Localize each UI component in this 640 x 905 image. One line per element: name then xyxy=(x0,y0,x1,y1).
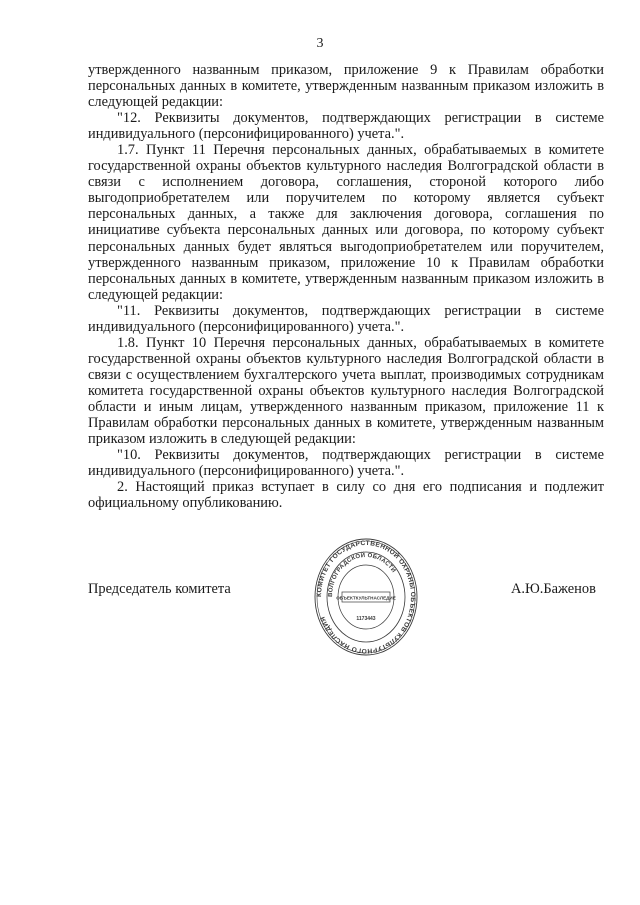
paragraph-item-2: 2. Настоящий приказ вступает в силу со дня его подписания и подлежит официальному опубликованию. xyxy=(88,479,604,512)
paragraph-continuation: утвержденного названным приказом, приложение 9 к Правилам обработки персональных данных в комитете, утвержденным названным приказом изложить в следующей редакции: xyxy=(88,62,604,111)
paragraph-quote-10: "10. Реквизиты документов, подтверждающих регистрации в системе индивидуального (персонифицированного) учета.". xyxy=(88,447,604,480)
stamp-center-text: ОБЪЕКТКУЛЬТНАСЛЕДИЕ xyxy=(336,595,396,601)
signatory-title: Председатель комитета xyxy=(88,581,231,597)
stamp-outer-text: КОМИТЕТ ГОСУДАРСТВЕННОЙ ОХРАНЫ ОБЪЕКТОВ КУЛЬТУРНОГО НАСЛЕДИЯ xyxy=(315,539,417,655)
paragraph-item-1-8: 1.8. Пункт 10 Перечня персональных данных, обрабатываемых в комитете государственной охраны объектов культурного наследия Волгоградской области в связи с осуществлением бухгалтерского учета выплат, производимых сотрудникам комитета государственной охраны объектов культурного наследия Волгоградской области и иным лицам, утвержденного названным приказом, приложение 11 к Правилам обработки персональных данных в комитете, утвержденным названным приказом изложить в следующей редакции: xyxy=(88,334,604,448)
stamp-inner-text: ВОЛГОГРАДСКОЙ ОБЛАСТИ xyxy=(327,552,397,598)
stamp-number: 1173443 xyxy=(356,616,376,622)
signatory-name: А.Ю.Баженов xyxy=(511,581,596,597)
official-stamp-seal xyxy=(314,538,418,656)
paragraph-quote-12: "12. Реквизиты документов, подтверждающих регистрации в системе индивидуального (персонифицированного) учета.". xyxy=(88,110,604,143)
document-body xyxy=(88,62,604,511)
paragraph-quote-11: "11. Реквизиты документов, подтверждающих регистрации в системе индивидуального (персонифицированного) учета.". xyxy=(88,302,604,335)
paragraph-item-1-7: 1.7. Пункт 11 Перечня персональных данных, обрабатываемых в комитете государственной охраны объектов культурного наследия Волгоградской области в связи с исполнением договора, соглашения, стороной которого либо выгодоприобретателем или поручителем по которому является субъект персональных данных, а также для заключения договора, соглашения по инициативе субъекта персональных данных или договора, по которому субъект персональных данных будет являться выгодоприобретателем или поручителем, утвержденного названным приказом, приложение 10 к Правилам обработки персональных данных в комитете, утвержденным названным приказом изложить в следующей редакции: xyxy=(88,142,604,303)
page-number: 3 xyxy=(316,36,324,51)
